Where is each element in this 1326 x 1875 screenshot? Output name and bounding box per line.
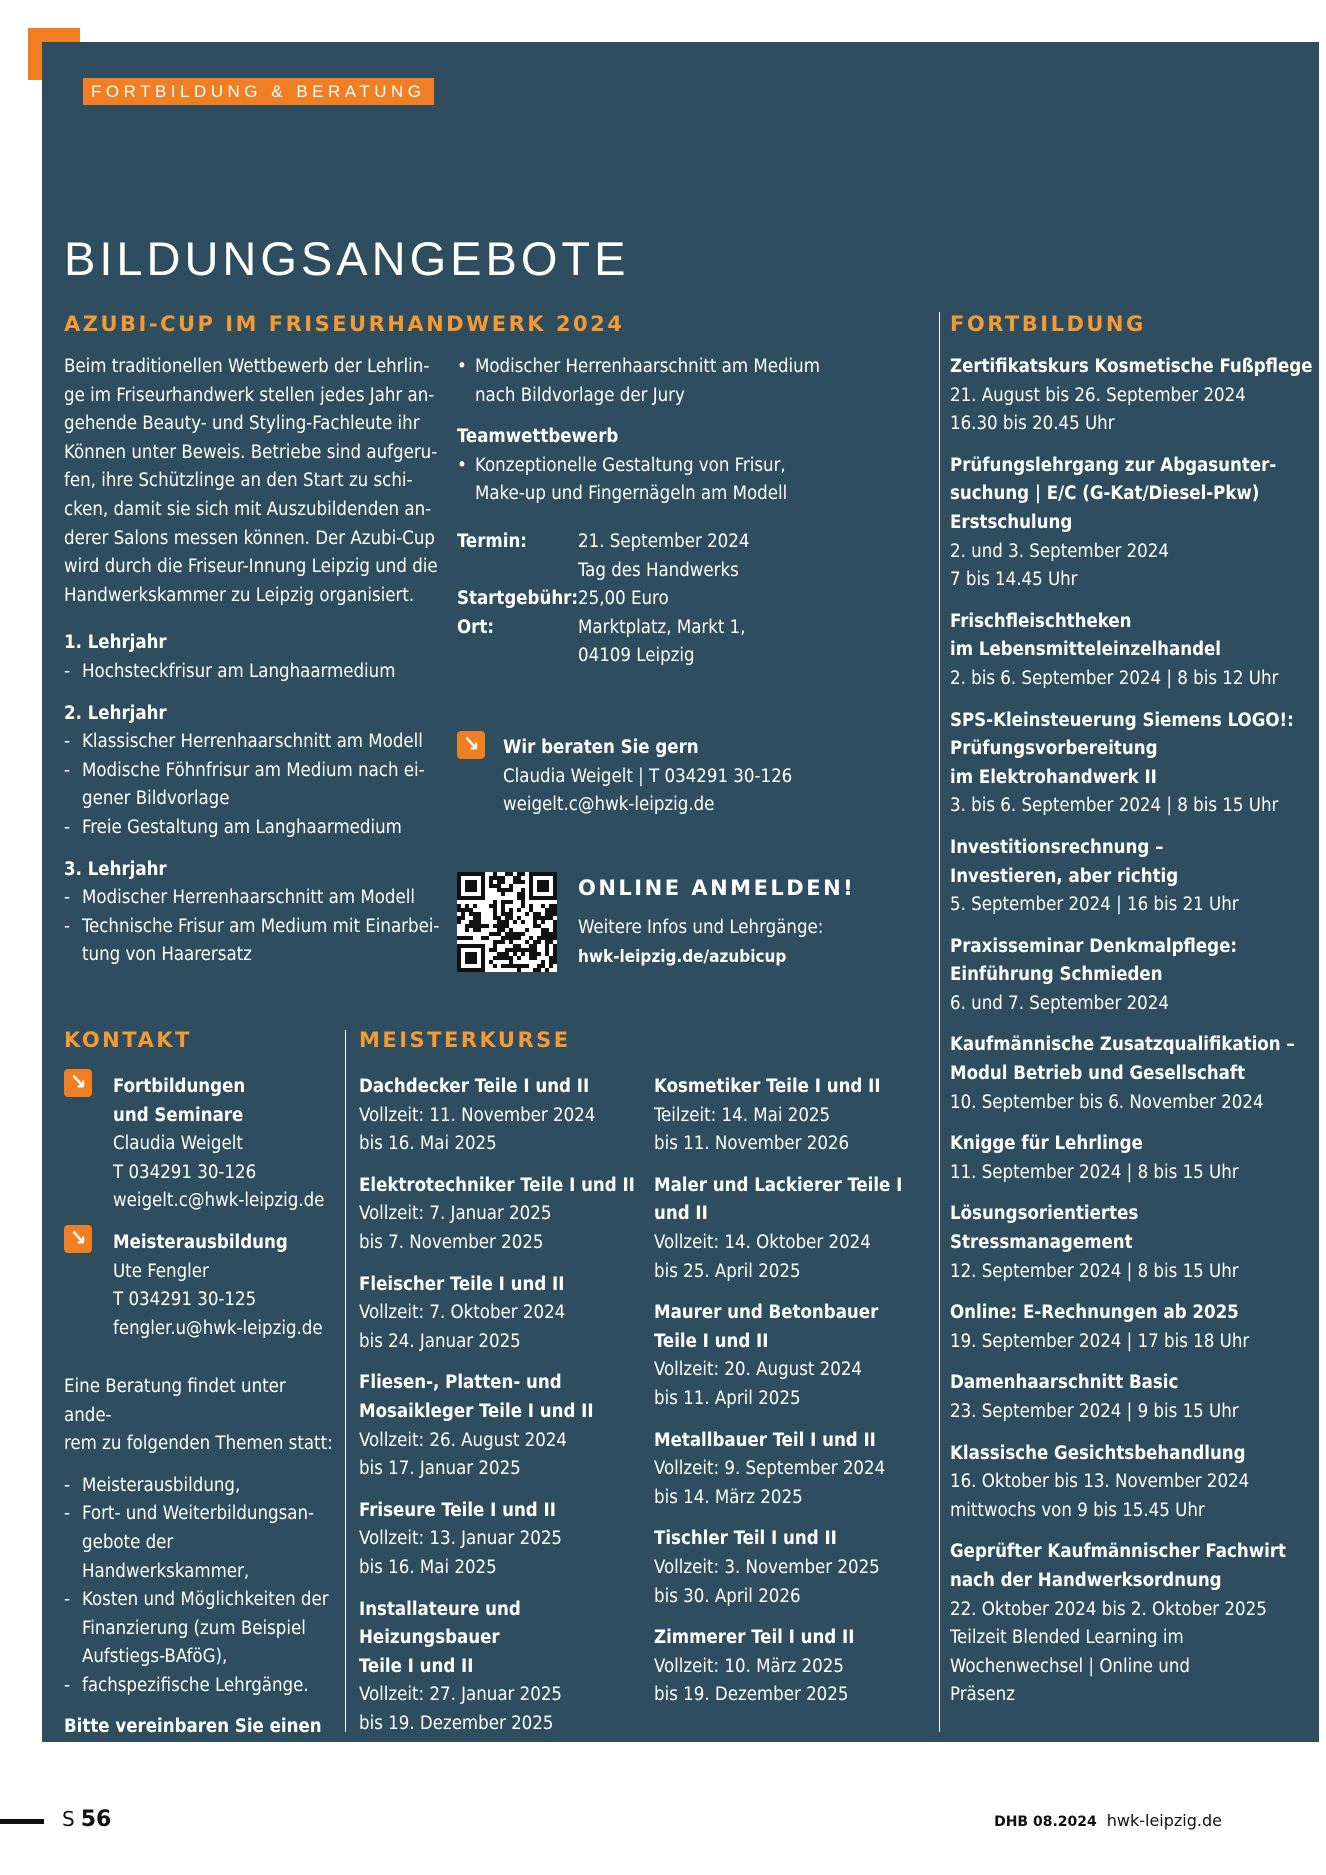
meister-course — [359, 1369, 649, 1483]
list-item: - Modische Föhnfrisur am Medium nach ei- gener Bildvorlage — [64, 757, 449, 814]
course-title: Lösungsorientiertes Stressmanagement — [950, 1203, 1139, 1254]
list-item: - Hochsteckfrisur am Langhaarmedium — [64, 658, 449, 687]
online-title: ONLINE ANMELDEN! — [578, 876, 856, 900]
meister-course — [654, 1525, 939, 1611]
course-date: Präsenz — [950, 1684, 1015, 1706]
fortbildung-course — [950, 608, 1315, 694]
list-item: • Konzeptionelle Gestaltung von Frisur, Make-up und Fingernägeln am Modell — [457, 452, 907, 509]
list-item: - Freie Gestaltung am Langhaarmedium — [64, 814, 449, 843]
course-date: bis 19. Dezember 2025 — [654, 1684, 849, 1706]
fortbildung-course — [950, 933, 1315, 1019]
course-date: bis 25. April 2025 — [654, 1260, 801, 1282]
contact-meister — [113, 1229, 323, 1343]
corner-accent-vertical — [28, 28, 42, 80]
contact2-mail[interactable]: fengler.u@hwk-leipzig.de — [113, 1317, 323, 1339]
intro-line: gehende Beauty- und Styling-Fachleute ihr — [64, 413, 420, 435]
meister-course — [654, 1172, 939, 1286]
list-item: - Modischer Herrenhaarschnitt am Modell — [64, 884, 449, 913]
course-date: Vollzeit: 7. Oktober 2024 — [359, 1302, 566, 1324]
footer-rule — [0, 1819, 44, 1824]
beratung-block — [64, 1373, 334, 1770]
intro-line: fen, ihre Schützlinge an den Start zu schi- — [64, 470, 413, 492]
year1-list — [64, 658, 449, 687]
team-title: Teamwettbewerb — [457, 426, 619, 448]
meister-course — [654, 1073, 939, 1159]
intro-line: cken, damit sie sich mit Auszubildenden an- — [64, 498, 432, 520]
course-date: bis 14. März 2025 — [654, 1486, 803, 1508]
course-title: Prüfungslehrgang zur Abgasunter- suchung | E/C (G-Kat/Diesel-Pkw) Erstschulung — [950, 454, 1277, 533]
contact2-name: Ute Fengler — [113, 1260, 209, 1282]
year2-title: 2. Lehrjahr — [64, 702, 167, 724]
list-item: - Kosten und Möglichkeiten der Finanzierung (zum Beispiel Aufstiegs-BAföG), — [64, 1586, 334, 1672]
online-block — [578, 875, 855, 971]
gebuehr-label: Startgebühr: — [457, 588, 579, 610]
qr-code-icon[interactable] — [457, 872, 557, 972]
section-kicker: FORTBILDUNG & BERATUNG — [83, 78, 434, 105]
azubi-col1 — [64, 353, 449, 970]
course-date: Vollzeit: 14. Oktober 2024 — [654, 1231, 871, 1253]
course-date: bis 16. Mai 2025 — [359, 1556, 497, 1578]
intro-line: Können unter Beweis. Betriebe sind aufgeru- — [64, 441, 438, 463]
course-date: 23. September 2024 | 9 bis 15 Uhr — [950, 1401, 1239, 1422]
course-title: Klassische Gesichtsbehandlung — [950, 1442, 1246, 1464]
course-date: Teilzeit: 14. Mai 2025 — [654, 1104, 831, 1126]
contact1-title2: und Seminare — [113, 1104, 244, 1126]
column-divider-left — [345, 1030, 346, 1732]
course-title: Geprüfter Kaufmännischer Fachwirt nach der Handwerksordnung — [950, 1541, 1286, 1591]
list-item: - fachspezifische Lehrgänge. — [64, 1672, 334, 1701]
course-date: Wochenwechsel | Online und — [950, 1655, 1190, 1677]
course-title: Elektrotechniker Teile I und II — [359, 1174, 635, 1196]
course-title: Dachdecker Teile I und II — [359, 1076, 590, 1097]
meister-course — [654, 1624, 939, 1710]
course-date: bis 7. November 2025 — [359, 1231, 544, 1253]
arrow-down-right-icon: ↘ — [64, 1225, 92, 1253]
course-date: 2. und 3. September 2024 — [950, 540, 1169, 562]
course-title: Fleischer Teile I und II — [359, 1273, 565, 1295]
closing-line1: Bitte vereinbaren Sie einen — [64, 1715, 322, 1737]
intro-line: Beim traditionellen Wettbewerb der Lehrlin- — [64, 356, 430, 377]
course-title: Online: E-Rechnungen ab 2025 — [950, 1302, 1239, 1324]
intro-line: ge im Friseurhandwerk stellen jedes Jahr an- — [64, 384, 435, 406]
azubi-intro — [64, 353, 449, 610]
course-date: bis 16. Mai 2025 — [359, 1133, 497, 1155]
course-title: Praxisseminar Denkmalpflege: Einführung Schmieden — [950, 935, 1238, 986]
course-title: Metallbauer Teil I und II — [654, 1429, 876, 1451]
termin-value2: Tag des Handwerks — [578, 559, 739, 581]
ort-value: Marktplatz, Markt 1, — [578, 616, 746, 638]
course-date: 21. August bis 26. September 2024 — [950, 384, 1246, 406]
intro-line: Handwerkskammer zu Leipzig organisiert. — [64, 584, 415, 606]
advice-block — [503, 734, 792, 820]
meister-col1 — [359, 1073, 649, 1751]
fortbildung-course — [950, 1200, 1315, 1286]
advice-title: Wir beraten Sie gern — [503, 737, 699, 758]
course-title: Installateure und Heizungsbauer Teile I und II — [359, 1598, 521, 1677]
course-date: 16.30 bis 20.45 Uhr — [950, 413, 1115, 435]
course-date: Vollzeit: 10. März 2025 — [654, 1655, 844, 1677]
course-date: 10. September bis 6. November 2024 — [950, 1091, 1264, 1113]
themes-list — [64, 1472, 334, 1701]
fortbildung-course — [950, 707, 1315, 821]
contact1-phone: T 034291 30-126 — [113, 1161, 257, 1183]
fortbildung-list — [950, 353, 1315, 1723]
course-date: 22. Oktober 2024 bis 2. Oktober 2025 — [950, 1598, 1267, 1620]
course-title: Friseure Teile I und II — [359, 1499, 556, 1521]
course-date: Vollzeit: 27. Januar 2025 — [359, 1684, 563, 1706]
meister-course — [359, 1271, 649, 1357]
fortbildung-heading: FORTBILDUNG — [950, 312, 1146, 336]
fortbildung-course — [950, 1440, 1315, 1526]
advice-line1: Claudia Weigelt | T 034291 30-126 — [503, 765, 793, 787]
course-title: Maler und Lackierer Teile I und II — [654, 1174, 903, 1225]
course-date: 6. und 7. September 2024 — [950, 992, 1169, 1014]
course-title: SPS-Kleinsteuerung Siemens LOGO!: Prüfungsvorbereitung im Elektrohandwerk II — [950, 709, 1294, 788]
footer-site[interactable]: hwk-leipzig.de — [1106, 1811, 1222, 1830]
course-title: Investitionsrechnung – Investieren, aber richtig — [950, 836, 1179, 887]
termin-label: Termin: — [457, 530, 527, 552]
closing-line2: individuellen Termin. — [64, 1744, 261, 1766]
course-date: bis 30. April 2026 — [654, 1585, 801, 1607]
fortbildung-course — [950, 353, 1315, 439]
course-date: mittwochs von 9 bis 15.45 Uhr — [950, 1499, 1205, 1521]
fortbildung-course — [950, 1538, 1315, 1710]
team-bullet-list — [457, 452, 907, 509]
contact1-name: Claudia Weigelt — [113, 1133, 243, 1155]
course-title: Zimmerer Teil I und II — [654, 1627, 855, 1649]
fortbildung-course — [950, 1369, 1315, 1426]
meister-heading: MEISTERKURSE — [359, 1028, 571, 1052]
fortbildung-course — [950, 834, 1315, 920]
online-line1: Weitere Infos und Lehrgänge: — [578, 917, 824, 938]
col2-bullet-list — [457, 353, 907, 410]
course-date: Vollzeit: 9. September 2024 — [654, 1458, 886, 1480]
course-title: Damenhaarschnitt Basic — [950, 1372, 1179, 1394]
gebuehr-value: 25,00 Euro — [578, 588, 669, 610]
course-date: bis 24. Januar 2025 — [359, 1330, 521, 1352]
ort-value2: 04109 Leipzig — [578, 645, 695, 667]
course-date: bis 17. Januar 2025 — [359, 1458, 521, 1480]
meister-course — [654, 1299, 939, 1413]
course-date: Vollzeit: 7. Januar 2025 — [359, 1203, 552, 1225]
contact2-title: Meisterausbildung — [113, 1232, 288, 1253]
meister-course — [654, 1427, 939, 1513]
course-date: 2. bis 6. September 2024 | 8 bis 12 Uhr — [950, 667, 1279, 689]
intro-line: wird durch die Friseur-Innung Leipzig und die — [64, 556, 438, 578]
advice-mail[interactable]: weigelt.c@hwk-leipzig.de — [503, 794, 715, 816]
beratung-line2: rem zu folgenden Themen statt: — [64, 1433, 333, 1455]
course-date: Vollzeit: 13. Januar 2025 — [359, 1528, 563, 1550]
course-date: 11. September 2024 | 8 bis 15 Uhr — [950, 1161, 1239, 1183]
fortbildung-course — [950, 1130, 1315, 1187]
contact1-title1: Fortbildungen — [113, 1076, 246, 1097]
year3-list — [64, 884, 449, 970]
intro-line: derer Salons messen können. Der Azubi-Cup — [64, 527, 435, 549]
course-title: Knigge für Lehrlinge — [950, 1133, 1143, 1155]
meister-col2 — [654, 1073, 939, 1723]
course-date: bis 11. November 2026 — [654, 1133, 850, 1155]
list-item: - Klassischer Herrenhaarschnitt am Modell — [64, 728, 449, 757]
course-date: 16. Oktober bis 13. November 2024 — [950, 1471, 1250, 1493]
event-details — [457, 528, 749, 671]
arrow-down-right-icon: ↘ — [64, 1069, 92, 1097]
course-title: Zertifikatskurs Kosmetische Fußpflege — [950, 356, 1313, 377]
course-date: Vollzeit: 11. November 2024 — [359, 1104, 596, 1126]
kontakt-heading: KONTAKT — [64, 1028, 192, 1052]
course-title: Maurer und Betonbauer Teile I und II — [654, 1302, 879, 1352]
beratung-line1: Eine Beratung findet unter ande- — [64, 1376, 286, 1426]
course-date: 5. September 2024 | 16 bis 21 Uhr — [950, 894, 1239, 916]
fortbildung-course — [950, 1299, 1315, 1356]
termin-value: 21. September 2024 — [578, 530, 750, 552]
year1-title: 1. Lehrjahr — [64, 632, 167, 654]
course-date: Vollzeit: 20. August 2024 — [654, 1359, 863, 1381]
azubi-heading: AZUBI-CUP IM FRISEURHANDWERK 2024 — [64, 312, 625, 336]
course-date: 3. bis 6. September 2024 | 8 bis 15 Uhr — [950, 795, 1279, 817]
page-title: BILDUNGSANGEBOTE — [64, 232, 630, 285]
course-date: Teilzeit Blended Learning im — [950, 1627, 1184, 1649]
arrow-down-right-icon: ↘ — [457, 731, 485, 759]
meister-course — [359, 1073, 649, 1159]
list-item: • Modischer Herrenhaarschnitt am Medium nach Bildvorlage der Jury — [457, 353, 907, 410]
course-date: 12. September 2024 | 8 bis 15 Uhr — [950, 1260, 1239, 1282]
list-item: - Technische Frisur am Medium mit Einarbei- tung von Haarersatz — [64, 913, 449, 970]
contact2-phone: T 034291 30-125 — [113, 1289, 257, 1311]
course-title: Fliesen-, Platten- und Mosaikleger Teile I und II — [359, 1372, 594, 1422]
meister-course — [359, 1497, 649, 1583]
course-title: Frischfleischtheken im Lebensmitteleinzelhandel — [950, 610, 1222, 661]
ort-label: Ort: — [457, 616, 494, 638]
fortbildung-course — [950, 1031, 1315, 1117]
page-prefix: S — [62, 1807, 75, 1831]
page-number — [62, 1806, 111, 1833]
year3-title: 3. Lehrjahr — [64, 858, 167, 880]
course-date: Vollzeit: 26. August 2024 — [359, 1429, 568, 1451]
list-item: - Meisterausbildung, — [64, 1472, 334, 1501]
contact-seminare — [113, 1073, 324, 1216]
online-link[interactable]: hwk-leipzig.de/azubicup — [578, 946, 787, 967]
column-divider-right — [939, 312, 940, 1732]
contact1-mail[interactable]: weigelt.c@hwk-leipzig.de — [113, 1190, 325, 1212]
course-date: Vollzeit: 3. November 2025 — [654, 1556, 880, 1578]
course-date: 19. September 2024 | 17 bis 18 Uhr — [950, 1330, 1250, 1352]
year2-list — [64, 728, 449, 842]
list-item: - Fort- und Weiterbildungsan- gebote der Handwerkskammer, — [64, 1500, 334, 1586]
course-date: bis 19. Dezember 2025 — [359, 1712, 554, 1734]
issue-label: DHB 08.2024 — [994, 1814, 1097, 1830]
course-title: Kosmetiker Teile I und II — [654, 1076, 881, 1097]
course-date: bis 11. April 2025 — [654, 1387, 801, 1409]
course-title: Tischler Teil I und II — [654, 1528, 837, 1550]
meister-course — [359, 1596, 649, 1739]
azubi-col2 — [457, 353, 907, 671]
footer-right — [994, 1810, 1222, 1833]
course-title: Kaufmännische Zusatzqualifikation – Modul Betrieb und Gesellschaft — [950, 1034, 1295, 1085]
fortbildung-course — [950, 452, 1315, 595]
meister-course — [359, 1172, 649, 1258]
course-date: 7 bis 14.45 Uhr — [950, 569, 1078, 591]
page-number-value: 56 — [80, 1807, 112, 1832]
